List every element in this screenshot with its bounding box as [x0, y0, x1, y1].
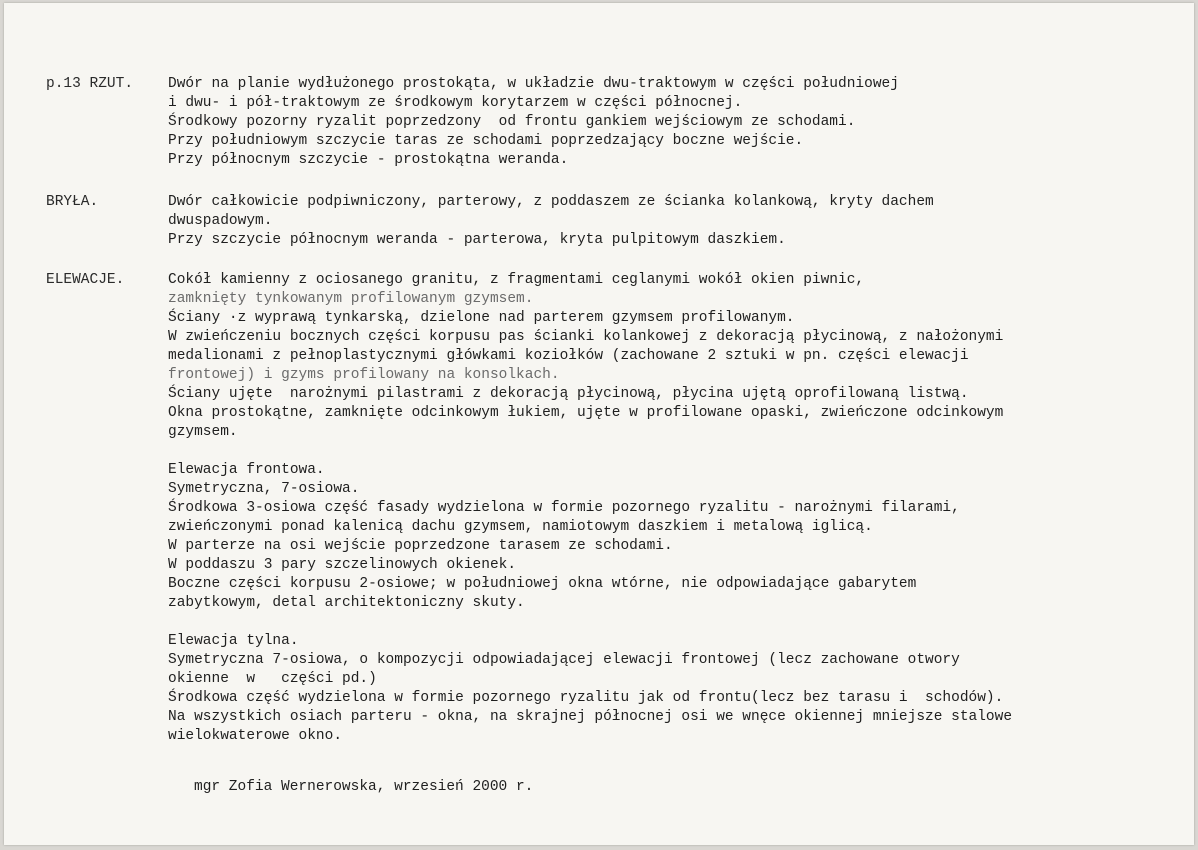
- text-line: Na wszystkich osiach parteru - okna, na skrajnej północnej osi we wnęce okiennej mniejsze stalowe: [168, 709, 1013, 725]
- text-line: Środkowa 3-osiowa część fasady wydzielona w formie pozornego ryzalitu - narożnymi filarami,: [168, 500, 960, 516]
- text-line: zamknięty tynkowanym profilowanym gzymsem.: [168, 291, 534, 307]
- text-line: W parterze na osi wejście poprzedzone tarasem ze schodami.: [168, 538, 673, 554]
- document-page: [4, 3, 1194, 845]
- text-line: okienne w części pd.): [168, 671, 377, 687]
- blank-line: [168, 442, 1178, 461]
- text-line: wielokwaterowe okno.: [168, 728, 343, 744]
- section-label-bryla: BRYŁA.: [46, 194, 99, 210]
- author-signature-line: mgr Zofia Wernerowska, wrzesień 2000 r.: [194, 779, 534, 795]
- text-line: Środkowa część wydzielona w formie pozornego ryzalitu jak od frontu(lecz bez tarasu i schodów).: [168, 690, 1004, 706]
- text-line: Środkowy pozorny ryzalit poprzedzony od frontu gankiem wejściowym ze schodami.: [168, 114, 856, 130]
- text-line: Cokół kamienny z ociosanego granitu, z fragmentami ceglanymi wokół okien piwnic,: [168, 272, 865, 288]
- subheading-elewacja-tylna: Elewacja tylna.: [168, 633, 299, 649]
- text-line: Przy północnym szczycie - prostokątna weranda.: [168, 152, 569, 168]
- text-line: Ściany ujęte narożnymi pilastrami z dekoracją płycinową, płycina ujętą oprofilowaną listwą.: [168, 386, 969, 402]
- section-body-elewacje: [168, 271, 1178, 746]
- section-body-rzut: [168, 75, 1178, 170]
- text-line: Przy szczycie północnym weranda - parterowa, kryta pulpitowym daszkiem.: [168, 232, 786, 248]
- text-line: Symetryczna 7-osiowa, o kompozycji odpowiadającej elewacji frontowej (lecz zachowane otwory: [168, 652, 960, 668]
- text-line: zabytkowym, detal architektoniczny skuty.: [168, 595, 525, 611]
- text-line: Dwór na planie wydłużonego prostokąta, w układzie dwu-traktowym w części południowej: [168, 76, 899, 92]
- text-line: zwieńczonymi ponad kalenicą dachu gzymsem, namiotowym daszkiem i metalową iglicą.: [168, 519, 873, 535]
- text-line: gzymsem.: [168, 424, 238, 440]
- text-line: W zwieńczeniu bocznych części korpusu pas ścianki kolankowej z dekoracją płycinową, z nałożonymi: [168, 329, 1004, 345]
- text-line: W poddaszu 3 pary szczelinowych okienek.: [168, 557, 517, 573]
- text-line: Ściany ·z wyprawą tynkarską, dzielone nad parterem gzymsem profilowanym.: [168, 310, 795, 326]
- blank-line: [168, 613, 1178, 632]
- section-label-rzut: p.13 RZUT.: [46, 76, 134, 92]
- text-line: frontowej) i gzyms profilowany na konsolkach.: [168, 367, 560, 383]
- text-line: dwuspadowym.: [168, 213, 273, 229]
- text-line: Przy południowym szczycie taras ze schodami poprzedzający boczne wejście.: [168, 133, 804, 149]
- section-body-bryla: [168, 193, 1178, 250]
- text-line: i dwu- i pół-traktowym ze środkowym korytarzem w części północnej.: [168, 95, 743, 111]
- text-line: Boczne części korpusu 2-osiowe; w południowej okna wtórne, nie odpowiadające gabarytem: [168, 576, 917, 592]
- text-line: Okna prostokątne, zamknięte odcinkowym łukiem, ujęte w profilowane opaski, zwieńczone odcinkowym: [168, 405, 1004, 421]
- section-label-elewacje: ELEWACJE.: [46, 272, 125, 288]
- text-line: Symetryczna, 7-osiowa.: [168, 481, 360, 497]
- text-line: medalionami z pełnoplastycznymi główkami koziołków (zachowane 2 sztuki w pn. części elewacji: [168, 348, 969, 364]
- text-line: Dwór całkowicie podpiwniczony, parterowy, z poddaszem ze ścianka kolankową, kryty dachem: [168, 194, 934, 210]
- subheading-elewacja-frontowa: Elewacja frontowa.: [168, 462, 325, 478]
